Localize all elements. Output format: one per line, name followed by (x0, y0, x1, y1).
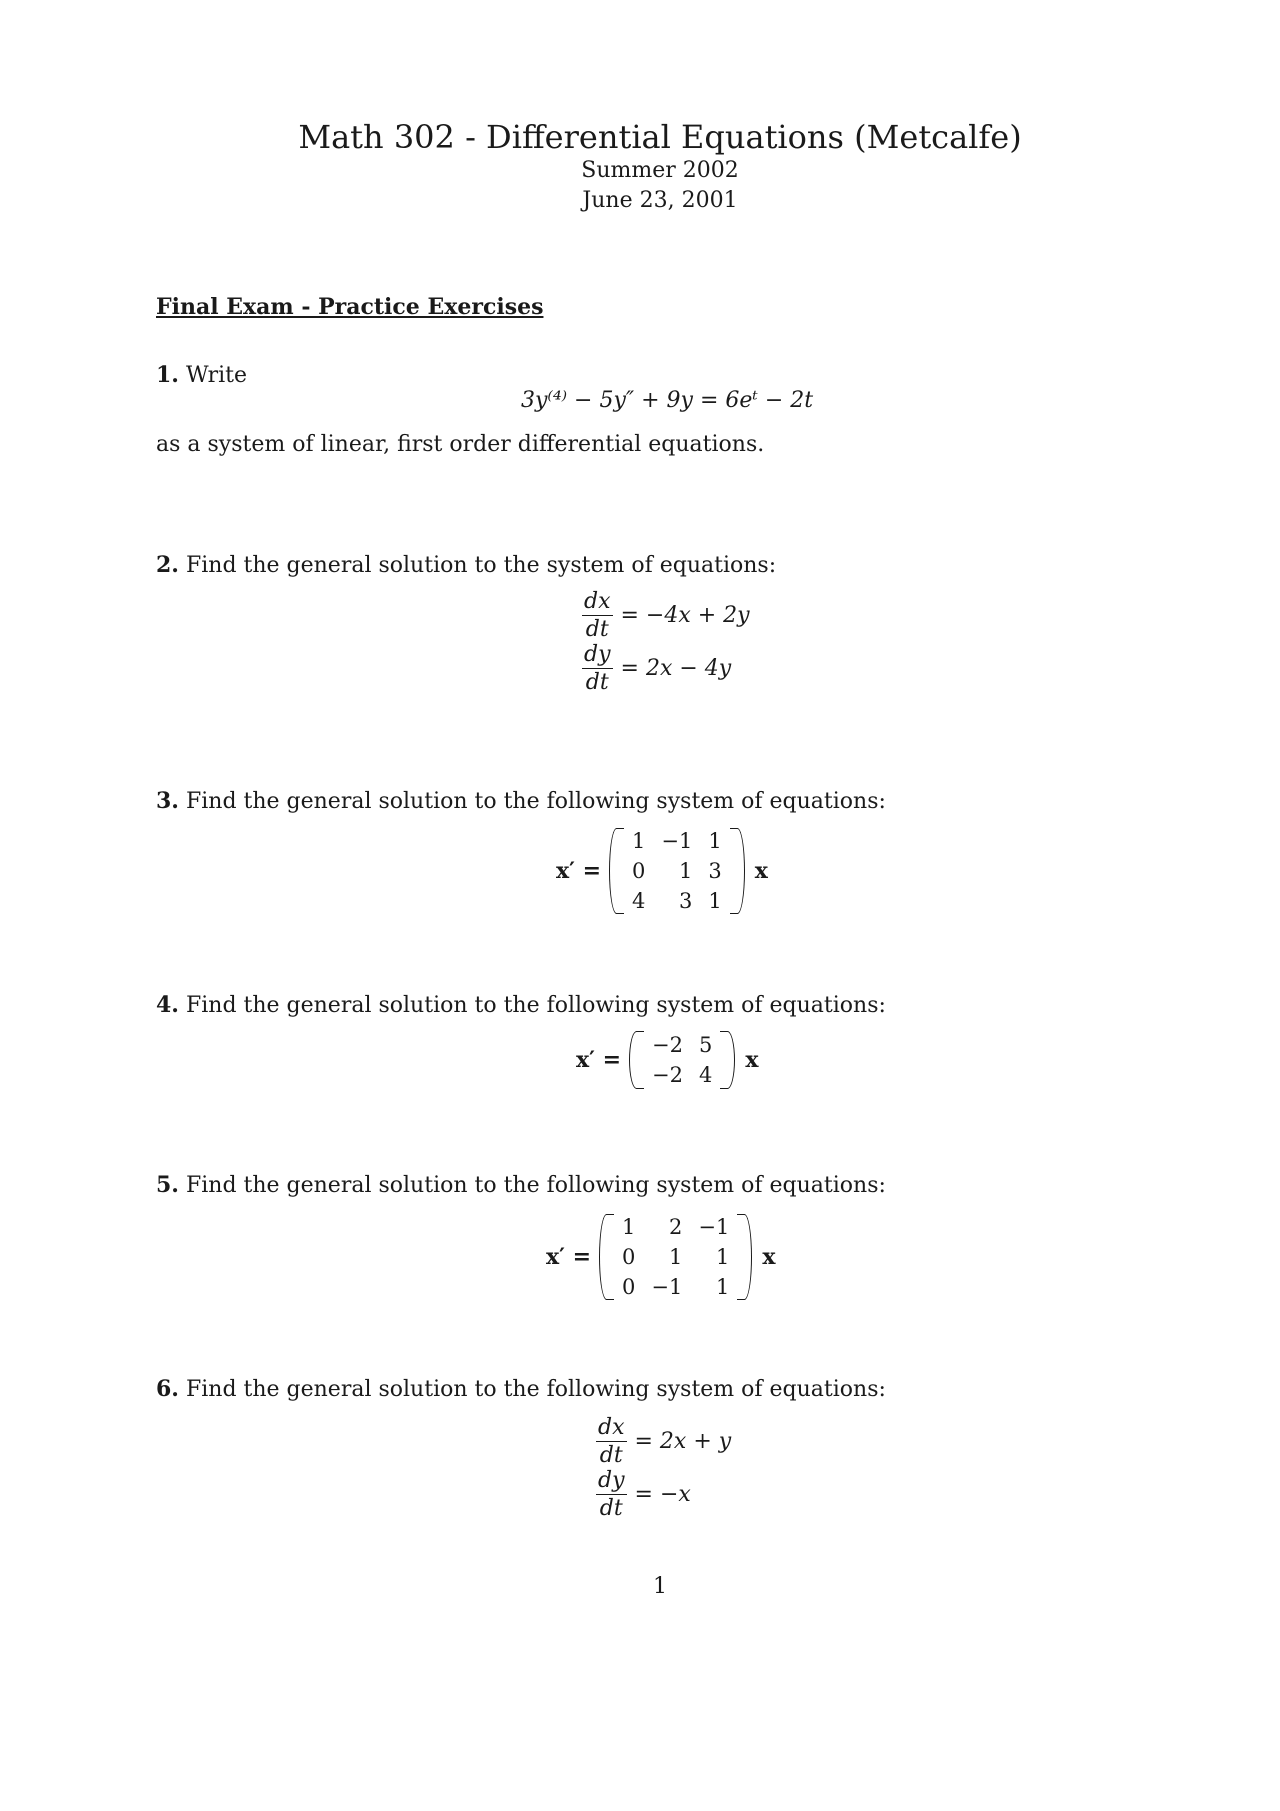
matrix-cell: 1 (708, 889, 722, 913)
matrix-cell: 4 (698, 1063, 713, 1087)
matrix-cell: 1 (715, 1275, 730, 1299)
problem-4-right-paren (720, 1031, 735, 1089)
problem-5-matrix-equation (546, 1212, 775, 1302)
problem-3-rhs-var: x (754, 858, 768, 884)
page-number: 1 (653, 1574, 667, 1599)
problem-4-number: 4. (156, 992, 179, 1018)
matrix-cell: 3 (678, 889, 693, 913)
problem-1-after-text: as a system of linear, first order differential equations. (156, 432, 765, 457)
matrix-row (644, 1030, 720, 1060)
problem-2-system (582, 590, 750, 694)
section-heading: Final Exam - Practice Exercises (156, 294, 544, 320)
problem-4-left-paren (629, 1031, 644, 1089)
problem-3-text: Find the general solution to the following system of equations: (185, 789, 886, 814)
problem-6-prompt (156, 1376, 886, 1402)
problem-2-equation-2 (582, 643, 750, 694)
matrix-cell: −2 (652, 1033, 683, 1057)
problem-3-matrix-equation (556, 826, 768, 916)
problem-2-rhs-2: = 2x − 4y (620, 656, 732, 682)
matrix-row (614, 1212, 737, 1242)
matrix-row (624, 856, 730, 886)
problem-3-number: 3. (156, 788, 179, 814)
problem-2-prompt (156, 552, 776, 578)
problem-1-prompt (156, 362, 247, 388)
problem-1-number: 1. (156, 362, 179, 388)
problem-2-fraction-2: $\frac{dy}{dt}$ (584, 642, 611, 696)
problem-5-number: 5. (156, 1172, 179, 1198)
problem-4-prompt (156, 992, 886, 1018)
problem-2-rhs-1: = −4x + 2y (620, 603, 750, 629)
problem-4-matrix-equation (576, 1030, 758, 1090)
matrix-row (624, 886, 730, 916)
problem-5-matrix (614, 1212, 737, 1302)
problem-2-text: Find the general solution to the system of equations: (185, 553, 777, 578)
problem-6-text: Find the general solution to the following system of equations: (185, 1377, 886, 1402)
matrix-row (614, 1242, 737, 1272)
problem-1-text: Write (185, 363, 248, 388)
problem-6-number: 6. (156, 1376, 179, 1402)
problem-6-system (596, 1416, 731, 1520)
matrix-row (614, 1272, 737, 1302)
matrix-cell: 4 (632, 889, 646, 913)
matrix-cell: −1 (698, 1215, 730, 1239)
matrix-cell: 1 (632, 829, 646, 853)
matrix-cell: 0 (632, 859, 646, 883)
problem-5-prompt (156, 1172, 886, 1198)
problem-4-text: Find the general solution to the following system of equations: (185, 993, 886, 1018)
problem-5-right-paren (737, 1214, 752, 1300)
matrix-cell: 0 (622, 1275, 636, 1299)
problem-3-lhs: x′ = (556, 858, 602, 884)
problem-3-prompt (156, 788, 886, 814)
problem-4-lhs: x′ = (576, 1047, 622, 1073)
problem-5-lhs: x′ = (546, 1244, 592, 1270)
matrix-cell: 1 (708, 829, 722, 853)
problem-5-left-paren (599, 1214, 614, 1300)
problem-3-right-paren (730, 828, 745, 914)
matrix-row (624, 826, 730, 856)
matrix-cell: 1 (678, 859, 693, 883)
problem-5-rhs-var: x (762, 1244, 776, 1270)
matrix-cell: 1 (715, 1245, 730, 1269)
problem-5-text: Find the general solution to the following system of equations: (185, 1173, 886, 1198)
problem-2-fraction-1: $\frac{dx}{dt}$ (584, 589, 611, 643)
problem-4-matrix (644, 1030, 720, 1090)
matrix-row (644, 1060, 720, 1090)
problem-6-equation-1 (596, 1416, 731, 1467)
problem-6-equation-2 (596, 1469, 731, 1520)
problem-6-rhs-1: = 2x + y (634, 1429, 732, 1455)
matrix-cell: 1 (622, 1215, 636, 1239)
matrix-cell: 1 (668, 1245, 683, 1269)
matrix-cell: −1 (661, 829, 693, 853)
problem-2-number: 2. (156, 552, 179, 578)
problem-6-rhs-2: = −x (634, 1482, 691, 1508)
matrix-cell: −2 (652, 1063, 683, 1087)
matrix-cell: 5 (698, 1033, 713, 1057)
matrix-cell: 0 (622, 1245, 636, 1269)
problem-3-matrix (624, 826, 730, 916)
date-label: June 23, 2001 (582, 188, 738, 213)
problem-6-fraction-1: $\frac{dx}{dt}$ (598, 1415, 625, 1469)
problem-6-fraction-2: $\frac{dy}{dt}$ (598, 1468, 625, 1522)
term-label: Summer 2002 (581, 158, 739, 183)
problem-1-equation: 3y⁽⁴⁾ − 5y″ + 9y = 6eᵗ − 2t (521, 388, 814, 413)
matrix-cell: 2 (668, 1215, 683, 1239)
page-title: Math 302 - Differential Equations (Metcalfe) (298, 118, 1022, 156)
problem-2-equation-1 (582, 590, 750, 641)
problem-4-rhs-var: x (745, 1047, 759, 1073)
problem-3-left-paren (609, 828, 624, 914)
matrix-cell: 3 (708, 859, 722, 883)
matrix-cell: −1 (651, 1275, 683, 1299)
